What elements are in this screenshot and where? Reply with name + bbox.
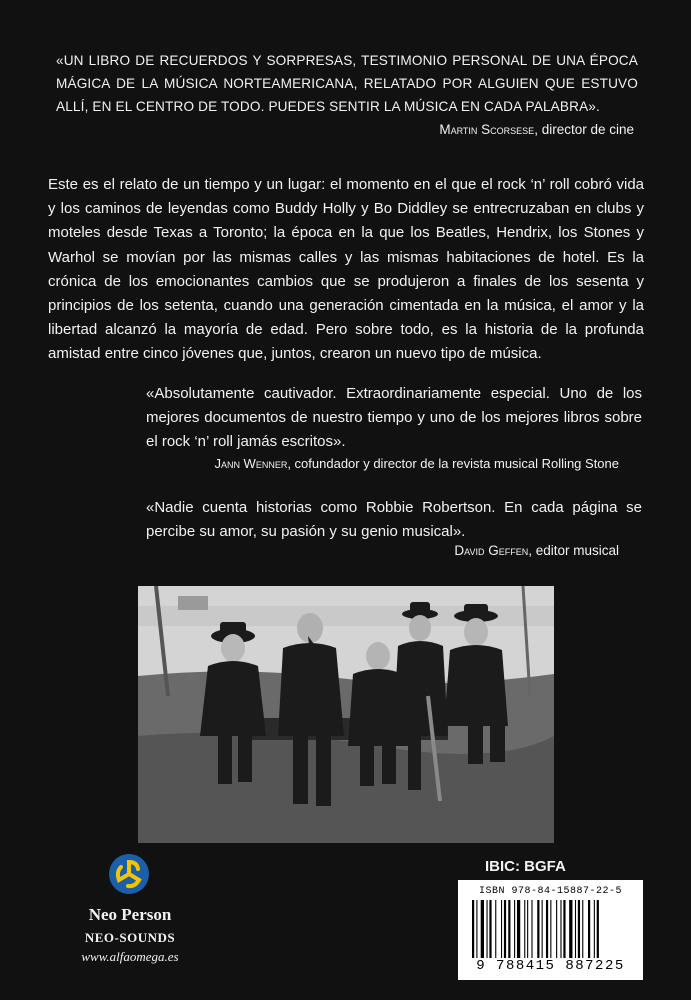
barcode bbox=[458, 880, 643, 980]
ibic-code: IBIC: BGFA bbox=[485, 858, 566, 875]
quote-geffen-author: David Geffen bbox=[454, 543, 529, 558]
band-photo bbox=[138, 586, 554, 843]
triskelion-logo-icon bbox=[108, 853, 150, 895]
barcode-bars bbox=[472, 900, 632, 958]
quote-geffen: «Nadie cuenta historias como Robbie Robertson. En cada página se percibe su amor, su pasión y su genio musical». bbox=[146, 499, 642, 541]
quote-wenner-attribution bbox=[214, 456, 619, 471]
quote-wenner: «Absolutamente cautivador. Extraordinariamente especial. Uno de los mejores documentos de nuestro tiempo y uno de los mejores libros sobre el rock ‘n’ roll jamás escritos». bbox=[146, 385, 642, 451]
top-quote-role: , director de cine bbox=[534, 122, 634, 137]
synopsis: Este es el relato de un tiempo y un lugar: el momento en el que el rock ‘n’ roll cobró vida y los caminos de leyendas como Buddy Holly y Bo Diddley se entrecruzaban en clubs y moteles desde Texas a Toronto; la época en la que los Beatles, Hendrix, los Stones y Warhol se movían por las mismas calles y las mismas habitaciones de hotel. Es la crónica de los emocionantes cambios que se produjeron a finales de los sesenta y principios de los setenta, cuando una generación cimentada en la música, el amor y la libertad alcanzó la mayoría de edad. Pero sobre todo, es la historia de la profunda amistad entre cinco jóvenes que, juntos, crearon un nuevo tipo de música. bbox=[48, 176, 644, 363]
top-quote: «UN LIBRO DE RECUERDOS Y SORPRESAS, TESTIMONIO PERSONAL DE UNA ÉPOCA MÁGICA DE LA MÚSICA NORTEAMERICANA, RELATADO POR ALGUIEN QUE ESTUVO ALLÍ, EN EL CENTRO DE TODO. PUEDES SENTIR LA MÚSICA EN CADA PALABRA». bbox=[56, 53, 638, 115]
top-quote-attribution bbox=[439, 122, 634, 137]
ean-digits: 9 788415 887225 bbox=[476, 958, 625, 974]
top-quote-author: Martin Scorsese bbox=[439, 122, 535, 137]
quote-wenner-role: , cofundador y director de la revista musical Rolling Stone bbox=[287, 456, 619, 471]
quote-wenner-author: Jann Wenner bbox=[214, 456, 288, 471]
publisher-logo bbox=[60, 853, 200, 983]
publisher-name: Neo Person bbox=[88, 905, 172, 924]
quote-geffen-role: , editor musical bbox=[528, 543, 619, 558]
publisher-imprint: NEO-SOUNDS bbox=[84, 930, 176, 945]
publisher-website: www.alfaomega.es bbox=[81, 949, 179, 964]
isbn-text: ISBN 978-84-15887-22-5 bbox=[478, 886, 623, 897]
quote-geffen-attribution bbox=[454, 543, 619, 558]
band-photo-illustration bbox=[138, 586, 554, 843]
